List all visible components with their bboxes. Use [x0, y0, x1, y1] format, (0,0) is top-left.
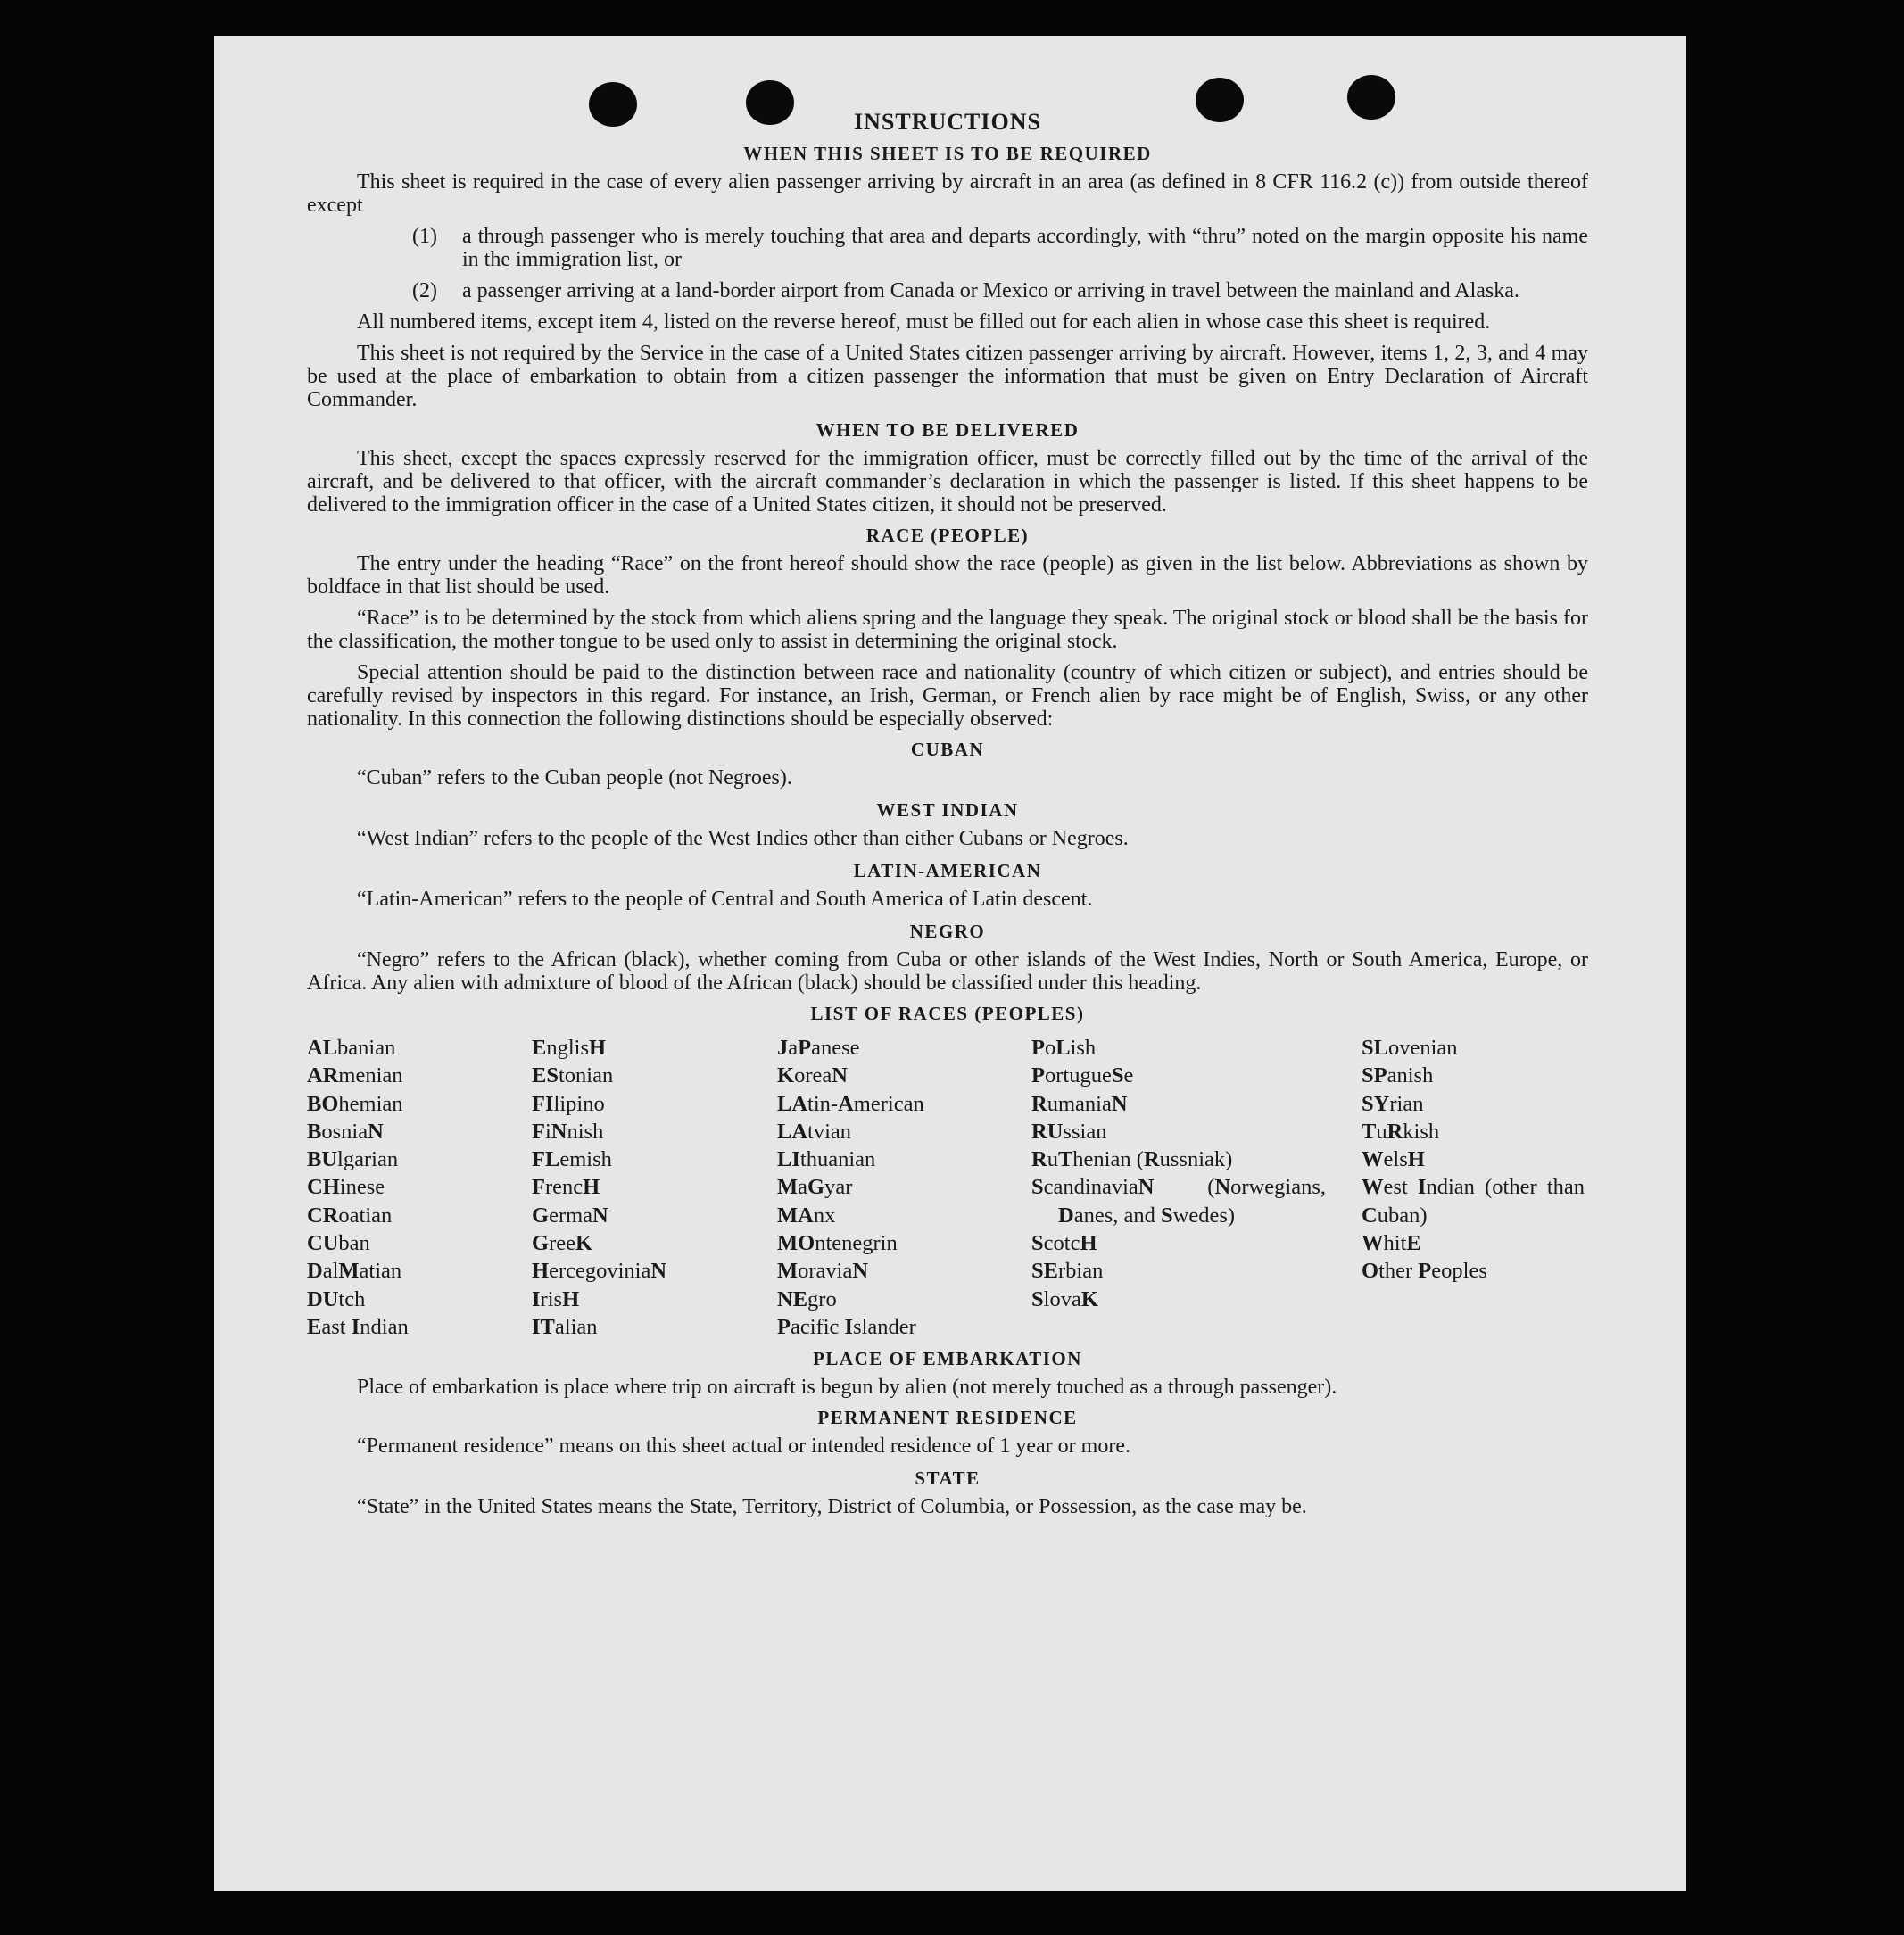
race-entry: MAnx: [777, 1203, 836, 1228]
race-entry: SPanish: [1362, 1063, 1434, 1088]
race-entry: East Indian: [307, 1314, 409, 1339]
delivered-text: This sheet, except the spaces expressly reserved for the immigration officer, must be correctly filled out by the time of the arrival of the aircraft, and be delivered to that officer, with the aircraft commander’s declaration in which the passenger is listed. If this sheet happens to be delivered to the immigration officer in the case of a United States citizen, it should not be preserved.: [307, 447, 1588, 517]
item-number: (2): [412, 279, 437, 302]
race-entry: DUtch: [307, 1286, 366, 1311]
item-text: a through passenger who is merely touching that area and departs accordingly, with “thru” noted on the margin opposite his name in the immigration list, or: [462, 225, 1588, 271]
race-entry: LAtvian: [777, 1119, 852, 1144]
race-entry: FrencH: [532, 1175, 600, 1200]
cuban-text: “Cuban” refers to the Cuban people (not Negroes).: [357, 766, 792, 790]
heading-negro: NEGRO: [909, 921, 986, 942]
race-column: [307, 1034, 532, 1341]
race-entry: SYrian: [1362, 1091, 1424, 1116]
race-entry: ScandinaviaN (Norwegians, Danes, and Swedes): [1031, 1175, 1326, 1228]
heading-permanent-residence: PERMANENT RESIDENCE: [817, 1407, 1078, 1429]
heading-cuban: CUBAN: [910, 739, 985, 760]
race-entry: FiNnish: [532, 1119, 604, 1144]
race-list: [307, 1034, 1588, 1341]
race-entry: WhitE: [1362, 1231, 1421, 1256]
race-entry: RuThenian (Russniak): [1031, 1147, 1233, 1172]
race-column: [1362, 1034, 1594, 1341]
page-title: INSTRUCTIONS: [854, 109, 1041, 135]
instructions-text: [307, 109, 1588, 1526]
race-entry: MOntenegrin: [777, 1231, 898, 1256]
race-entry: DalMatian: [307, 1259, 402, 1284]
race-entry: NEgro: [777, 1286, 837, 1311]
race-entry: JaPanese: [777, 1036, 860, 1060]
race-entry: EnglisH: [532, 1036, 607, 1060]
heading-latin-american: LATIN-AMERICAN: [853, 860, 1042, 881]
exception-item: [307, 279, 1588, 302]
race-entry: KoreaN: [777, 1063, 848, 1088]
race-entry: SlovaK: [1031, 1286, 1098, 1311]
race-para3: Special attention should be paid to the distinction between race and nationality (country of which citizen or subject), and entries should be carefully revised by inspectors in this regard. For instance, an Irish, German, or French alien by race might be of English, Swiss, or any other nationality. In this connection the following distinctions should be especially observed:: [307, 661, 1588, 731]
race-entry: TuRkish: [1362, 1119, 1440, 1144]
race-entry: ScotcH: [1031, 1231, 1097, 1256]
heading-embarkation: PLACE OF EMBARKATION: [813, 1348, 1082, 1370]
race-para1: The entry under the heading “Race” on the front hereof should show the race (people) as given in the list below. Abbreviations as shown by boldface in that list should be used.: [307, 552, 1588, 599]
when-required-para2: All numbered items, except item 4, listed on the reverse hereof, must be filled out for each alien in whose case this sheet is required.: [357, 310, 1491, 334]
race-entry: BUlgarian: [307, 1147, 399, 1172]
race-entry: EStonian: [532, 1063, 614, 1088]
latin-american-text: “Latin-American” refers to the people of Central and South America of Latin descent.: [357, 888, 1093, 911]
when-required-para3: This sheet is not required by the Service in the case of a United States citizen passenger arriving by aircraft. However, items 1, 2, 3, and 4 may be used at the place of embarkation to obtain from a citizen passenger the information that must be given on Entry Declaration of Aircraft Commander.: [307, 342, 1588, 411]
embarkation-text: Place of embarkation is place where trip on aircraft is begun by alien (not merely touched as a through passenger).: [357, 1376, 1337, 1400]
race-entry: HercegoviniaN: [532, 1259, 667, 1284]
heading-list-of-races: LIST OF RACES (PEOPLES): [810, 1003, 1085, 1024]
race-entry: LAtin-American: [777, 1091, 924, 1116]
heading-state: STATE: [915, 1468, 981, 1490]
race-entry: FIlipino: [532, 1091, 605, 1116]
west-indian-text: “West Indian” refers to the people of the West Indies other than either Cubans or Negroes.: [357, 827, 1129, 850]
race-entry: ALbanian: [307, 1036, 396, 1060]
race-column: [532, 1034, 777, 1341]
race-entry: GermaN: [532, 1203, 608, 1228]
document-page: [214, 36, 1686, 1891]
race-entry: CHinese: [307, 1175, 385, 1200]
race-column: [777, 1034, 1031, 1341]
race-para2: “Race” is to be determined by the stock from which aliens spring and the language they speak. The original stock or blood shall be the basis for the classification, the mother tongue to be used only to assist in determining the original stock.: [307, 607, 1588, 653]
race-entry: IrisH: [532, 1286, 580, 1311]
state-text: “State” in the United States means the State, Territory, District of Columbia, or Possession, as the case may be.: [357, 1495, 1307, 1519]
permanent-residence-text: “Permanent residence” means on this sheet actual or intended residence of 1 year or more.: [357, 1435, 1130, 1459]
heading-race: RACE (PEOPLE): [865, 525, 1030, 546]
item-text: a passenger arriving at a land-border airport from Canada or Mexico or arriving in travel between the mainland and Alaska.: [462, 279, 1519, 302]
race-entry: LIthuanian: [777, 1147, 876, 1172]
race-column: [1031, 1034, 1362, 1341]
negro-text: “Negro” refers to the African (black), whether coming from Cuba or other islands of the West Indies, North or South America, Europe, or Africa. Any alien with admixture of blood of the African (black) should be classified under this heading.: [307, 948, 1588, 995]
race-entry: Pacific Islander: [777, 1314, 916, 1339]
heading-west-indian: WEST INDIAN: [876, 799, 1019, 821]
race-entry: PortugueSe: [1031, 1063, 1134, 1088]
race-entry: BosniaN: [307, 1119, 384, 1144]
race-entry: MoraviaN: [777, 1259, 869, 1284]
race-entry: SLovenian: [1362, 1036, 1458, 1060]
race-entry: ITalian: [532, 1314, 598, 1339]
race-entry: MaGyar: [777, 1175, 853, 1200]
item-number: (1): [412, 225, 437, 248]
race-entry: ARmenian: [307, 1063, 403, 1088]
race-entry: GreeK: [532, 1231, 593, 1256]
race-entry: West Indian (other than Cuban): [1362, 1175, 1585, 1228]
race-entry: FLemish: [532, 1147, 612, 1172]
heading-delivered: WHEN TO BE DELIVERED: [815, 419, 1080, 441]
race-entry: BOhemian: [307, 1091, 403, 1116]
race-entry: CRoatian: [307, 1203, 393, 1228]
heading-when-required: WHEN THIS SHEET IS TO BE REQUIRED: [743, 143, 1152, 164]
race-entry: Other Peoples: [1362, 1259, 1487, 1284]
when-required-intro: This sheet is required in the case of every alien passenger arriving by aircraft in an area (as defined in 8 CFR 116.2 (c)) from outside thereof except: [307, 170, 1588, 217]
race-entry: PoLish: [1031, 1036, 1097, 1060]
race-entry: CUban: [307, 1231, 370, 1256]
race-entry: SErbian: [1031, 1259, 1104, 1284]
race-entry: RumaniaN: [1031, 1091, 1128, 1116]
race-entry: WelsH: [1362, 1147, 1425, 1172]
exception-item: [307, 225, 1588, 271]
race-entry: RUssian: [1031, 1119, 1107, 1144]
